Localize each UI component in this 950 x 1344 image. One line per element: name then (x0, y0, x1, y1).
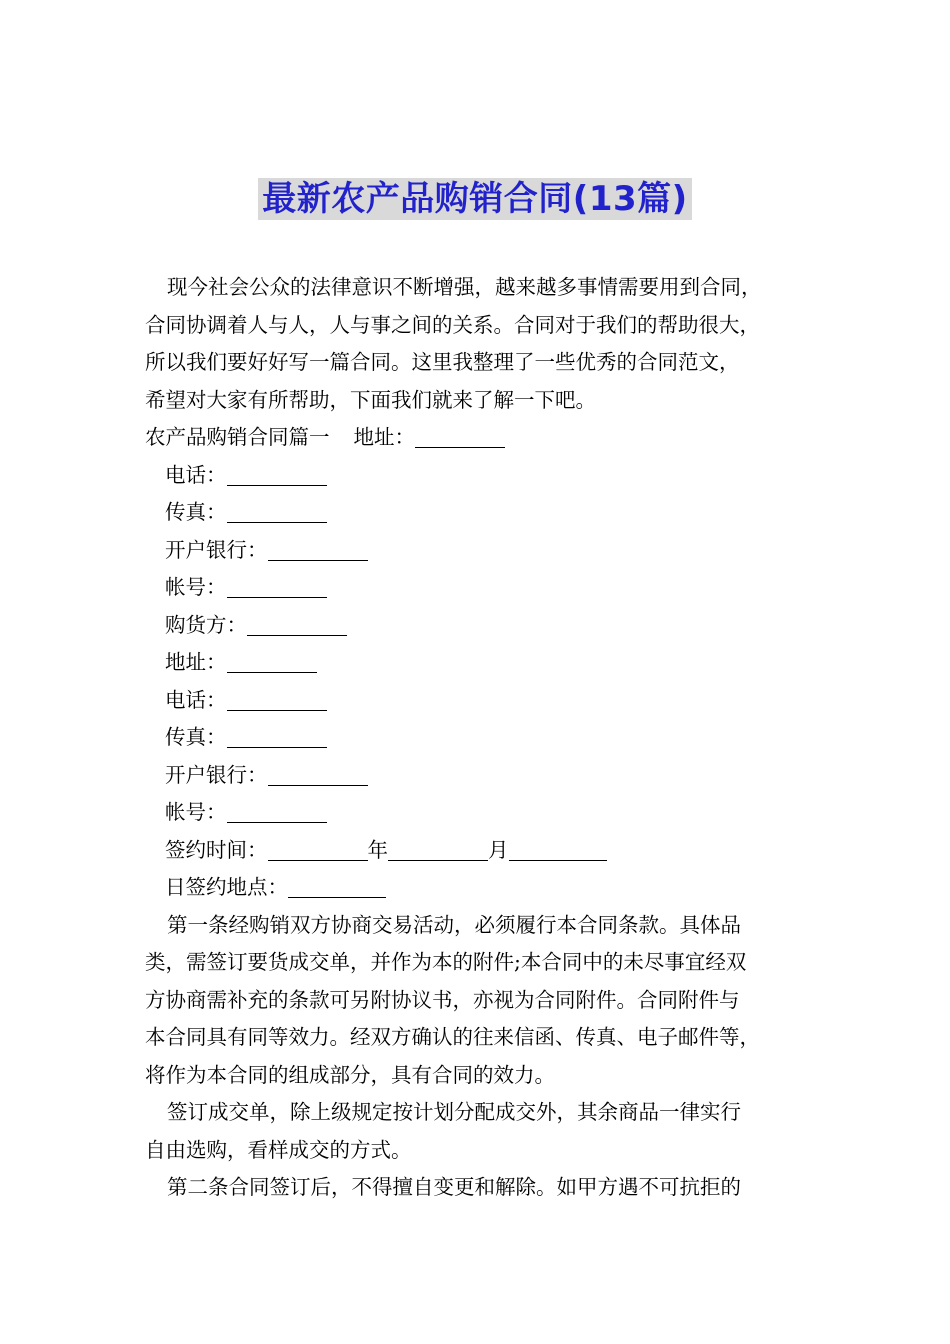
account-label: 帐号： (165, 800, 227, 824)
blank-field (268, 838, 368, 861)
form-line-buyer (145, 607, 825, 645)
intro-line: 希望对大家有所帮助，下面我们就来了解一下吧。 (145, 387, 596, 412)
paragraph-line: 第二条合同签订后，不得擅自变更和解除。如甲方遇不可抗拒的 (167, 1175, 741, 1199)
fax-label: 传真： (165, 500, 227, 524)
section-heading-line (145, 419, 825, 457)
paragraph-line: 方协商需补充的条款可另附协议书，亦视为合同附件。合同附件与 (145, 987, 740, 1012)
sign-time-label: 签约时间： (165, 837, 268, 862)
form-line-fax (145, 494, 825, 532)
form-line-bank (145, 532, 825, 570)
address-label: 地址： (353, 425, 415, 449)
intro-line: 合同协调着人与人，人与事之间的关系。合同对于我们的帮助很大， (145, 312, 760, 337)
blank-field (227, 463, 327, 486)
blank-field (268, 763, 368, 786)
blank-field (268, 538, 368, 561)
phone-label: 电话： (165, 462, 227, 487)
paragraph-line: 第一条经购销双方协商交易活动，必须履行本合同条款。具体品 (167, 912, 741, 937)
blank-field (227, 725, 327, 748)
buyer-label: 购货方： (165, 612, 247, 637)
sign-place-label: 日签约地点： (165, 875, 288, 899)
form-line-account (145, 569, 825, 607)
bank-label: 开户银行： (165, 762, 268, 787)
form-line-address (145, 644, 825, 682)
paragraph-line: 签订成交单，除上级规定按计划分配成交外，其余商品一律实行 (167, 1100, 741, 1124)
intro-line: 所以我们要好好写一篇合同。这里我整理了一些优秀的合同范文， (145, 350, 740, 374)
document-title: 最新农产品购销合同(13篇) (258, 178, 691, 220)
form-line-account-2 (145, 794, 825, 832)
year-label: 年 (367, 837, 388, 862)
month-label: 月 (488, 837, 509, 862)
blank-field (227, 800, 327, 823)
paragraph-line: 将作为本合同的组成部分，具有合同的效力。 (145, 1062, 555, 1087)
intro-line: 现今社会公众的法律意识不断增强，越来越多事情需要用到合同， (167, 275, 762, 299)
blank-field (509, 838, 607, 861)
blank-field (227, 575, 327, 598)
blank-field (388, 838, 488, 861)
document-body (145, 269, 825, 1207)
form-line-sign-place (145, 869, 825, 907)
phone-label: 电话： (165, 687, 227, 712)
form-line-sign-time (145, 832, 825, 870)
form-line-phone (145, 457, 825, 495)
address-label: 地址： (165, 650, 227, 674)
blank-field (227, 500, 327, 523)
form-line-bank-2 (145, 757, 825, 795)
bank-label: 开户银行： (165, 537, 268, 562)
form-line-phone-2 (145, 682, 825, 720)
blank-field (227, 650, 317, 673)
paragraph-line: 类，需签订要货成交单，并作为本的附件;本合同中的未尽事宜经双 (145, 950, 747, 974)
account-label: 帐号： (165, 575, 227, 599)
title-wrap (0, 178, 950, 220)
blank-field (415, 425, 505, 448)
form-line-fax-2 (145, 719, 825, 757)
section-heading: 农产品购销合同篇一 (145, 425, 330, 449)
blank-field (247, 613, 347, 636)
paragraph-line: 自由选购，看样成交的方式。 (145, 1137, 412, 1162)
blank-field (288, 875, 386, 898)
fax-label: 传真： (165, 725, 227, 749)
paragraph-line: 本合同具有同等效力。经双方确认的往来信函、传真、电子邮件等， (145, 1025, 760, 1049)
blank-field (227, 688, 327, 711)
